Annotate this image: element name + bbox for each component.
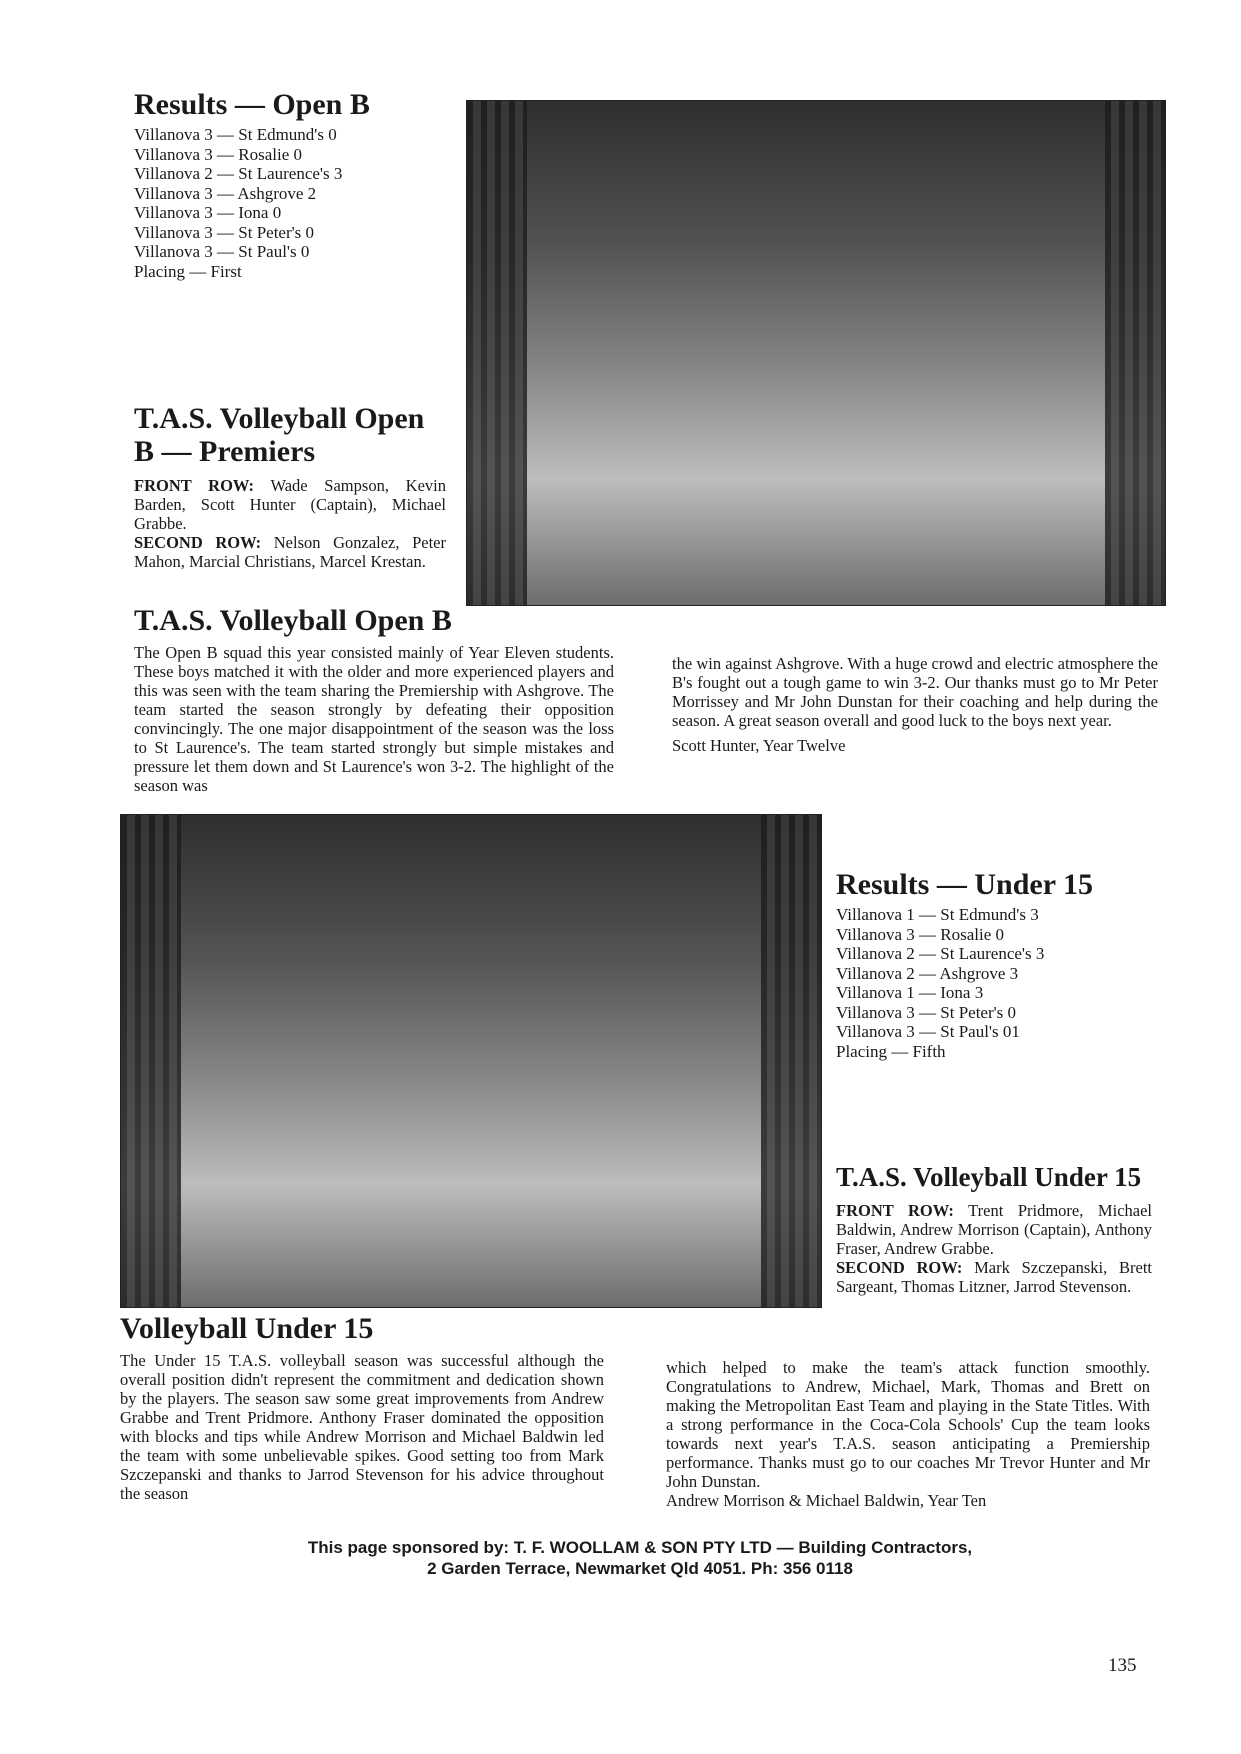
u15-article-signoff: Andrew Morrison & Michael Baldwin, Year Ten	[666, 1491, 987, 1510]
front-row-label: FRONT ROW:	[836, 1201, 954, 1221]
u15-article-col2: which helped to make the team's attack function smoothly. Congratulations to Andrew, Michael, Mark, Thomas and Brett on making the Metropolitan East Team and playing in the State Titles. With a strong performance in the Coca-Cola Schools' Cup the team looks towards next year's T.A.S. season anticipating a Premiership performance. Thanks must go to our coaches Mr Trevor Hunter and Mr John Dunstan.	[666, 1358, 1150, 1491]
result-line: Villanova 3 — St Peter's 0	[836, 1002, 1017, 1022]
result-line: Placing — Fifth	[836, 1041, 946, 1061]
open-b-results-title: Results — Open B	[134, 88, 370, 121]
second-row-names: Nelson Gonzalez, Peter Mahon, Marcial Christians, Marcel Krestan.	[134, 533, 446, 571]
u15-results-title: Results — Under 15	[836, 868, 1093, 901]
u15-caption-title: T.A.S. Volleyball Under 15	[836, 1162, 1142, 1192]
curtain-left	[121, 815, 181, 1307]
second-row-label: SECOND ROW:	[836, 1258, 963, 1278]
curtain-left	[467, 101, 527, 605]
open-b-article-col2: the win against Ashgrove. With a huge crowd and electric atmosphere the B's fought out a tough game to win 3-2. Our thanks must go to Mr Peter Morrissey and Mr John Dunstan for their coaching and help during the season. A great season overall and good luck to the boys next year.	[672, 654, 1158, 730]
page-number: 135	[1108, 1655, 1137, 1676]
result-line: Villanova 3 — St Peter's 0	[134, 222, 315, 242]
result-line: Villanova 2 — Ashgrove 3	[836, 963, 1019, 983]
open-b-caption	[134, 402, 446, 571]
front-row-names: Wade Sampson, Kevin Barden, Scott Hunter (Captain), Michael Grabbe.	[134, 476, 446, 533]
open-b-article-right	[672, 654, 1158, 755]
result-line: Villanova 3 — Ashgrove 2	[134, 183, 317, 203]
result-line: Villanova 3 — Iona 0	[134, 203, 282, 222]
front-row-names: Trent Pridmore, Michael Baldwin, Andrew Morrison (Captain), Anthony Fraser, Andrew Grabbe.	[836, 1201, 1152, 1259]
result-line: Villanova 3 — Rosalie 0	[134, 144, 303, 164]
u15-results	[836, 868, 1166, 1061]
open-b-caption-text	[134, 476, 446, 571]
u15-article-right	[666, 1358, 1150, 1510]
u15-caption	[836, 1162, 1152, 1296]
curtain-right	[1105, 101, 1165, 605]
result-line: Villanova 1 — St Edmund's 3	[836, 905, 1039, 924]
open-b-results-list	[134, 125, 454, 281]
open-b-article	[134, 604, 614, 795]
result-line: Villanova 1 — Iona 3	[836, 983, 984, 1002]
result-line: Villanova 3 — St Paul's 0	[134, 242, 310, 261]
u15-article-col1: The Under 15 T.A.S. volleyball season was successful although the overall position didn't represent the commitment and dedication shown by the players. The season saw some great improvements from Andrew Grabbe and Trent Pridmore. Anthony Fraser dominated the opposition with blocks and tips while Andrew Morrison and Michael Baldwin led the team with some unbelievable spikes. Good setting too from Mark Szczepanski and thanks to Jarrod Stevenson for his advice throughout the season	[120, 1351, 604, 1503]
result-line: Villanova 3 — St Paul's 01	[836, 1022, 1020, 1041]
u15-article	[120, 1312, 604, 1503]
u15-article-title: Volleyball Under 15	[120, 1312, 374, 1345]
open-b-article-signoff: Scott Hunter, Year Twelve	[672, 736, 846, 755]
open-b-results	[134, 88, 454, 281]
result-line: Villanova 2 — St Laurence's 3	[836, 944, 1045, 963]
result-line: Villanova 3 — Rosalie 0	[836, 924, 1005, 944]
u15-team-photo	[120, 814, 822, 1308]
result-line: Villanova 2 — St Laurence's 3	[134, 164, 343, 183]
sponsor-line-2: 2 Garden Terrace, Newmarket Qld 4051. Ph: 356 0118	[427, 1559, 853, 1578]
result-line: Villanova 3 — St Edmund's 0	[134, 125, 337, 144]
sponsor-notice	[140, 1537, 1140, 1579]
u15-caption-text	[836, 1201, 1152, 1296]
open-b-team-photo	[466, 100, 1166, 606]
result-line: Placing — First	[134, 261, 242, 281]
open-b-article-title: T.A.S. Volleyball Open B	[134, 604, 452, 637]
second-row-names: Mark Szczepanski, Brett Sargeant, Thomas Litzner, Jarrod Stevenson.	[836, 1258, 1152, 1297]
curtain-right	[761, 815, 821, 1307]
sponsor-line-1: This page sponsored by: T. F. WOOLLAM & SON PTY LTD — Building Contractors,	[307, 1538, 973, 1557]
front-row-label: FRONT ROW:	[134, 476, 255, 495]
open-b-article-col1: The Open B squad this year consisted mainly of Year Eleven students. These boys matched it with the older and more experienced players and this was seen with the team sharing the Premiership with Ashgrove. The team started the season strongly by defeating their opposition convincingly. The one major disappointment of the season was the loss to St Laurence's. The team started strongly but simple mistakes and pressure let them down and St Laurence's won 3-2. The highlight of the season was	[134, 643, 614, 795]
second-row-label: SECOND ROW:	[134, 533, 262, 552]
u15-results-list	[836, 905, 1166, 1061]
open-b-caption-title: T.A.S. Volleyball Open B — Premiers	[134, 402, 425, 468]
